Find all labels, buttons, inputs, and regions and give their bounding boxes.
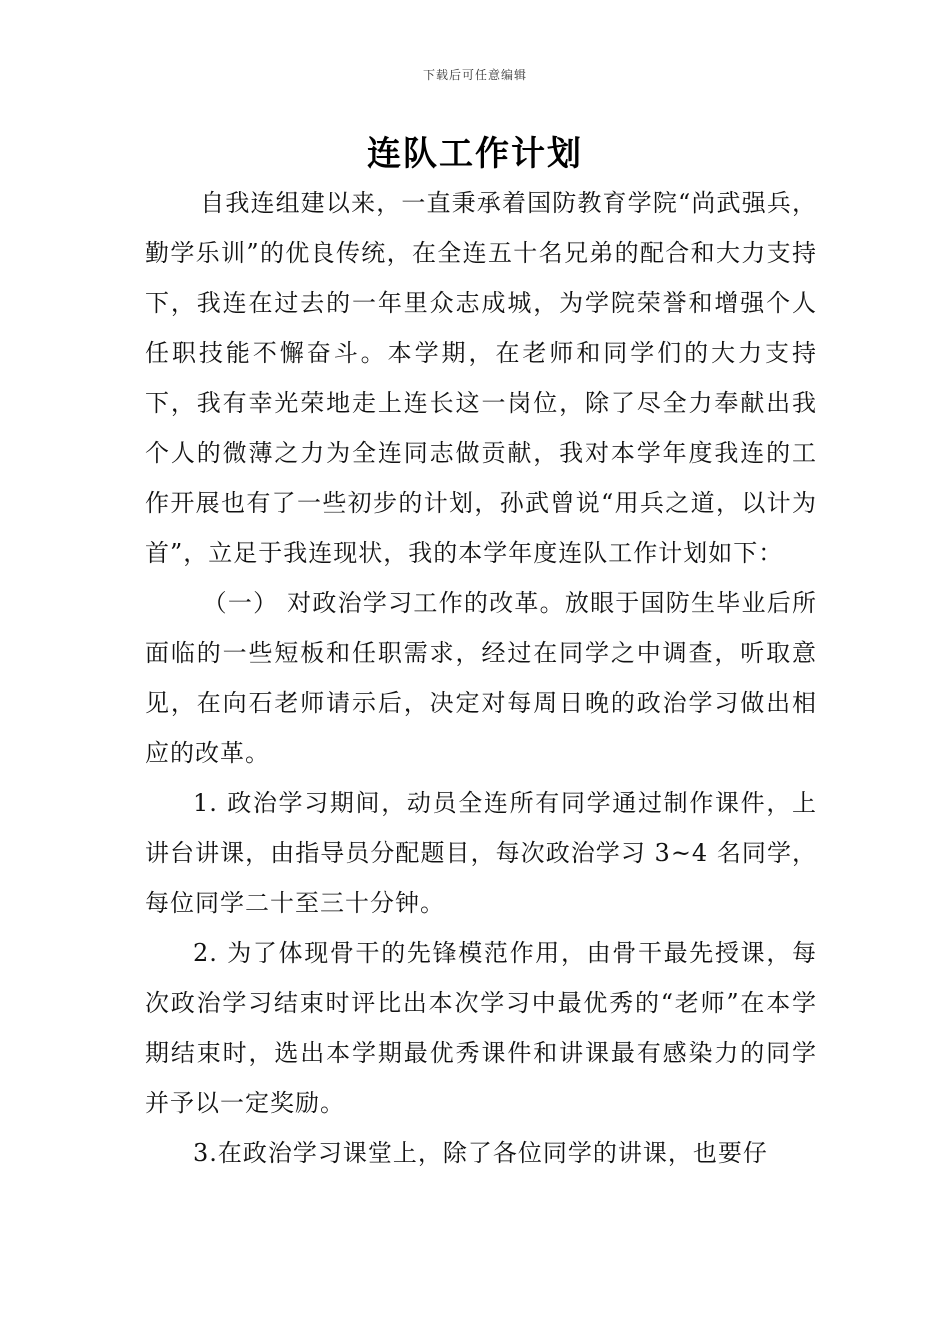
- document-body: [145, 178, 817, 1178]
- paragraph-intro: 自我连组建以来，一直秉承着国防教育学院“尚武强兵，勤学乐训”的优良传统，在全连五十名兄弟的配合和大力支持下，我连在过去的一年里众志成城，为学院荣誉和增强个人任职技能不懈奋斗。本学期，在老师和同学们的大力支持下，我有幸光荣地走上连长这一岗位，除了尽全力奉献出我个人的微薄之力为全连同志做贡献，我对本学年度我连的工作开展也有了一些初步的计划，孙武曾说“用兵之道，以计为首”，立足于我连现状，我的本学年度连队工作计划如下：: [145, 189, 817, 567]
- page-header: 下载后可任意编辑: [422, 68, 527, 82]
- paragraph-item-3: 3.在政治学习课堂上，除了各位同学的讲课，也要仔: [193, 1139, 768, 1167]
- document-title: 连队工作计划: [367, 134, 583, 174]
- paragraph-item-1: 1. 政治学习期间，动员全连所有同学通过制作课件，上讲台讲课，由指导员分配题目，每次政治学习 3~4 名同学，每位同学二十至三十分钟。: [145, 789, 817, 917]
- paragraph-item-2: 2. 为了体现骨干的先锋模范作用，由骨干最先授课，每次政治学习结束时评比出本次学习中最优秀的“老师”在本学期结束时，选出本学期最优秀课件和讲课最有感染力的同学并予以一定奖励。: [145, 939, 817, 1117]
- paragraph-section-1: （一） 对政治学习工作的改革。放眼于国防生毕业后所面临的一些短板和任职需求，经过在同学之中调查，听取意见，在向石老师请示后，决定对每周日晚的政治学习做出相应的改革。: [145, 589, 817, 767]
